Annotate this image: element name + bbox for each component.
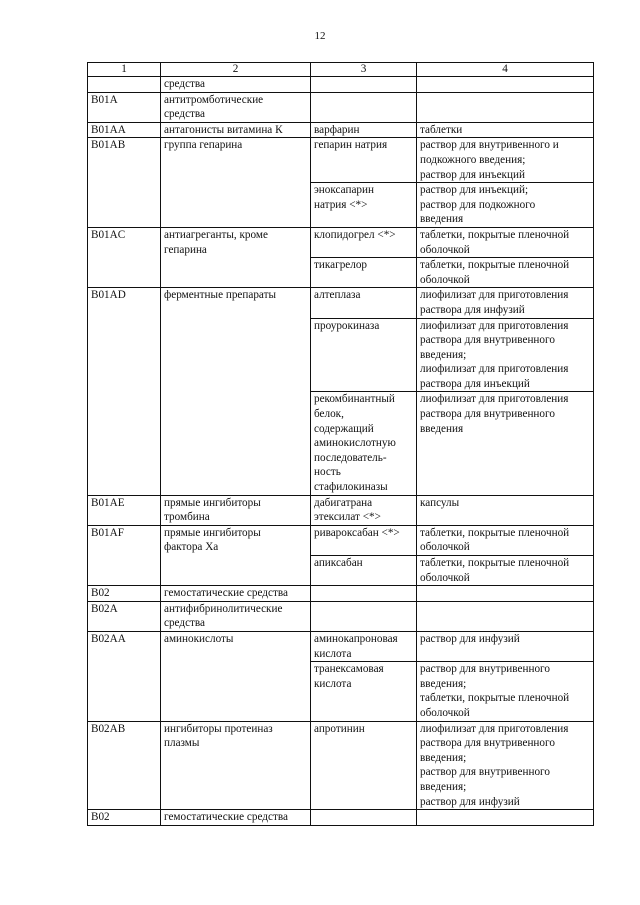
- group-name: средства: [161, 77, 311, 93]
- table-row: [88, 288, 594, 318]
- drug-name: аминокапроновая кислота: [311, 631, 417, 661]
- atc-code: [88, 77, 161, 93]
- table-row: [88, 227, 594, 257]
- group-name: гемостатические средства: [161, 586, 311, 602]
- dosage-form: раствор для инфузий: [417, 631, 594, 661]
- dosage-form: капсулы: [417, 495, 594, 525]
- drug-name: проурокиназа: [311, 318, 417, 392]
- drug-name: гепарин натрия: [311, 138, 417, 183]
- group-name: антагонисты витамина К: [161, 122, 311, 138]
- table-row: [88, 138, 594, 183]
- dosage-form: раствор для внутривенного и подкожного введения; раствор для инъекций: [417, 138, 594, 183]
- header-cell: 1: [88, 63, 161, 77]
- drug-name: варфарин: [311, 122, 417, 138]
- dosage-form: лиофилизат для приготовления раствора для внутривенного введения; раствор для внутривенного введения; раствор для инфузий: [417, 721, 594, 810]
- atc-code: B02: [88, 586, 161, 602]
- atc-code: B01AD: [88, 288, 161, 495]
- dosage-form: таблетки, покрытые пленочной оболочкой: [417, 258, 594, 288]
- atc-code: B01AA: [88, 122, 161, 138]
- dosage-form: таблетки, покрытые пленочной оболочкой: [417, 525, 594, 555]
- drug-name: дабигатрана этексилат <*>: [311, 495, 417, 525]
- table-row: [88, 631, 594, 661]
- dosage-form: лиофилизат для приготовления раствора для инфузий: [417, 288, 594, 318]
- atc-code: B01AB: [88, 138, 161, 228]
- table-row: [88, 601, 594, 631]
- dosage-form: таблетки, покрытые пленочной оболочкой: [417, 556, 594, 586]
- table-row: [88, 495, 594, 525]
- table-row: [88, 810, 594, 826]
- group-name: аминокислоты: [161, 631, 311, 721]
- group-name: антиагреганты, кроме гепарина: [161, 227, 311, 287]
- table-row: [88, 77, 594, 93]
- medication-table: [87, 62, 594, 826]
- group-name: антитромботические средства: [161, 92, 311, 122]
- table-row: [88, 122, 594, 138]
- dosage-form: [417, 810, 594, 826]
- dosage-form: [417, 92, 594, 122]
- dosage-form: [417, 77, 594, 93]
- dosage-form: раствор для инъекций; раствор для подкожного введения: [417, 183, 594, 228]
- drug-name: ривароксабан <*>: [311, 525, 417, 555]
- drug-name: алтеплаза: [311, 288, 417, 318]
- group-name: прямые ингибиторы фактора Ха: [161, 525, 311, 585]
- group-name: ингибиторы протеиназ плазмы: [161, 721, 311, 810]
- dosage-form: таблетки: [417, 122, 594, 138]
- group-name: прямые ингибиторы тромбина: [161, 495, 311, 525]
- drug-name: транексамовая кислота: [311, 662, 417, 721]
- drug-name: [311, 810, 417, 826]
- group-name: ферментные препараты: [161, 288, 311, 495]
- table-row: [88, 92, 594, 122]
- drug-name: [311, 601, 417, 631]
- table-row: [88, 586, 594, 602]
- dosage-form: таблетки, покрытые пленочной оболочкой: [417, 227, 594, 257]
- drug-name: апиксабан: [311, 556, 417, 586]
- atc-code: B02AB: [88, 721, 161, 810]
- group-name: антифибринолитические средства: [161, 601, 311, 631]
- drug-name: апротинин: [311, 721, 417, 810]
- atc-code: B01AF: [88, 525, 161, 585]
- header-cell: 3: [311, 63, 417, 77]
- dosage-form: [417, 586, 594, 602]
- table-row: [88, 525, 594, 555]
- drug-name: [311, 77, 417, 93]
- dosage-form: раствор для внутривенного введения; таблетки, покрытые пленочной оболочкой: [417, 662, 594, 721]
- atc-code: B02: [88, 810, 161, 826]
- dosage-form: [417, 601, 594, 631]
- atc-code: B01AE: [88, 495, 161, 525]
- atc-code: B01AC: [88, 227, 161, 287]
- group-name: гемостатические средства: [161, 810, 311, 826]
- dosage-form: лиофилизат для приготовления раствора для внутривенного введения: [417, 392, 594, 495]
- table-header-row: [88, 63, 594, 77]
- drug-name: клопидогрел <*>: [311, 227, 417, 257]
- header-cell: 2: [161, 63, 311, 77]
- drug-name: рекомбинантный белок, содержащий аминокислотную последователь- ность стафилокиназы: [311, 392, 417, 495]
- drug-name: [311, 92, 417, 122]
- atc-code: B02A: [88, 601, 161, 631]
- drug-name: [311, 586, 417, 602]
- drug-name: тикагрелор: [311, 258, 417, 288]
- page-number: 12: [314, 30, 326, 42]
- atc-code: B01A: [88, 92, 161, 122]
- table-row: [88, 721, 594, 810]
- group-name: группа гепарина: [161, 138, 311, 228]
- atc-code: B02AA: [88, 631, 161, 721]
- header-cell: 4: [417, 63, 594, 77]
- drug-name: эноксапарин натрия <*>: [311, 183, 417, 228]
- dosage-form: лиофилизат для приготовления раствора для внутривенного введения; лиофилизат для приготовления раствора для инъекций: [417, 318, 594, 392]
